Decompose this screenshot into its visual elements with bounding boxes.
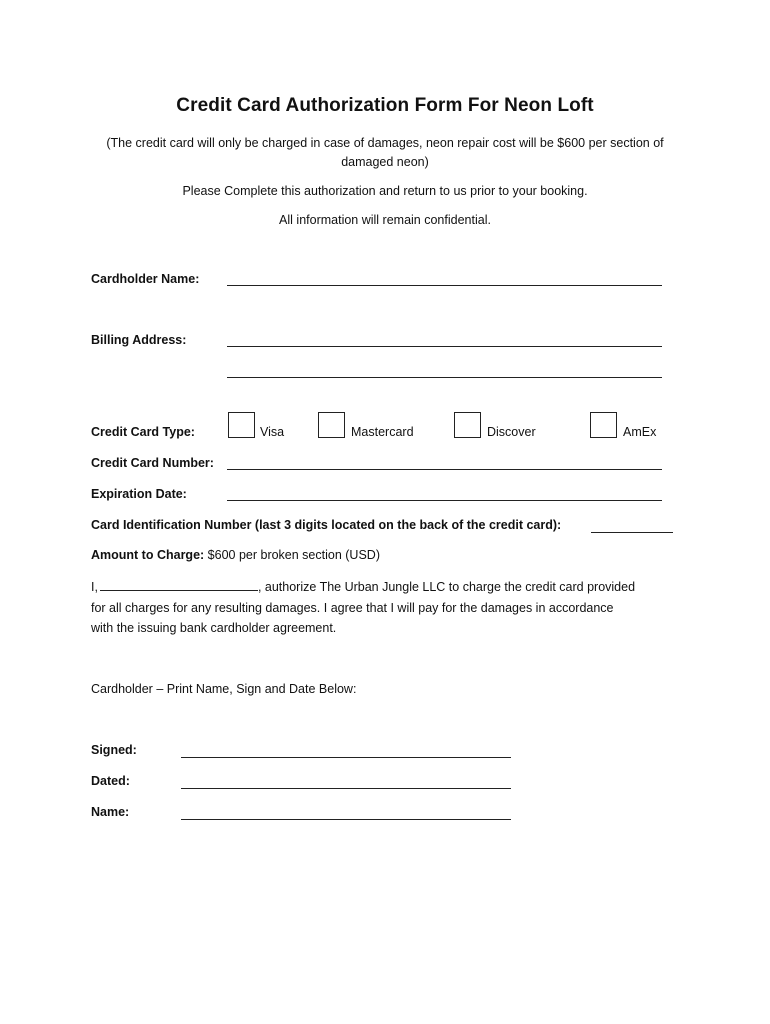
expiration-date-field[interactable]: [227, 500, 662, 501]
card-number-field[interactable]: [227, 469, 662, 470]
discover-checkbox[interactable]: [454, 412, 481, 438]
dated-field[interactable]: [181, 788, 511, 789]
authorization-prefix: I,: [91, 580, 98, 594]
authorizing-name-field[interactable]: [100, 578, 258, 591]
card-id-number-field[interactable]: [591, 532, 673, 533]
authorization-paragraph: [91, 577, 691, 639]
card-type-label: Credit Card Type:: [91, 425, 195, 439]
discover-option-label: Discover: [487, 425, 536, 439]
amex-checkbox[interactable]: [590, 412, 617, 438]
mastercard-option-label: Mastercard: [351, 425, 414, 439]
signature-section-heading: Cardholder – Print Name, Sign and Date Below:: [91, 682, 357, 696]
cardholder-name-label: Cardholder Name:: [91, 272, 200, 286]
billing-address-label: Billing Address:: [91, 333, 187, 347]
form-title: Credit Card Authorization Form For Neon Loft: [176, 95, 594, 116]
amount-to-charge-row: [91, 548, 380, 562]
visa-option-label: Visa: [260, 425, 285, 439]
signed-field[interactable]: [181, 757, 511, 758]
card-id-number-label: Card Identification Number (last 3 digits located on the back of the credit card):: [91, 518, 562, 532]
billing-address-line-1-field[interactable]: [227, 346, 662, 347]
dated-label: Dated:: [91, 774, 130, 788]
authorization-line-1: , authorize The Urban Jungle LLC to charge the credit card provided: [257, 580, 636, 594]
authorization-line-3: with the issuing bank cardholder agreement.: [91, 621, 337, 635]
name-label: Name:: [91, 805, 130, 819]
mastercard-checkbox[interactable]: [318, 412, 345, 438]
confidential-text: All information will remain confidential.: [279, 213, 491, 227]
card-number-label: Credit Card Number:: [91, 456, 214, 470]
expiration-date-label: Expiration Date:: [91, 487, 187, 501]
instruction-text: Please Complete this authorization and return to us prior to your booking.: [182, 184, 588, 198]
signed-label: Signed:: [91, 743, 137, 757]
billing-address-line-2-field[interactable]: [227, 377, 662, 378]
amount-value: $600 per broken section (USD): [207, 548, 380, 562]
amex-option-label: AmEx: [623, 425, 657, 439]
amount-label: Amount to Charge:: [91, 548, 205, 562]
damage-note-line-2: damaged neon): [341, 155, 429, 169]
damage-note-line-1: (The credit card will only be charged in case of damages, neon repair cost will be $600 per section of: [106, 136, 664, 150]
visa-checkbox[interactable]: [228, 412, 255, 438]
name-field[interactable]: [181, 819, 511, 820]
cardholder-name-field[interactable]: [227, 285, 662, 286]
authorization-line-2: for all charges for any resulting damages. I agree that I will pay for the damages in accordance: [91, 600, 614, 615]
